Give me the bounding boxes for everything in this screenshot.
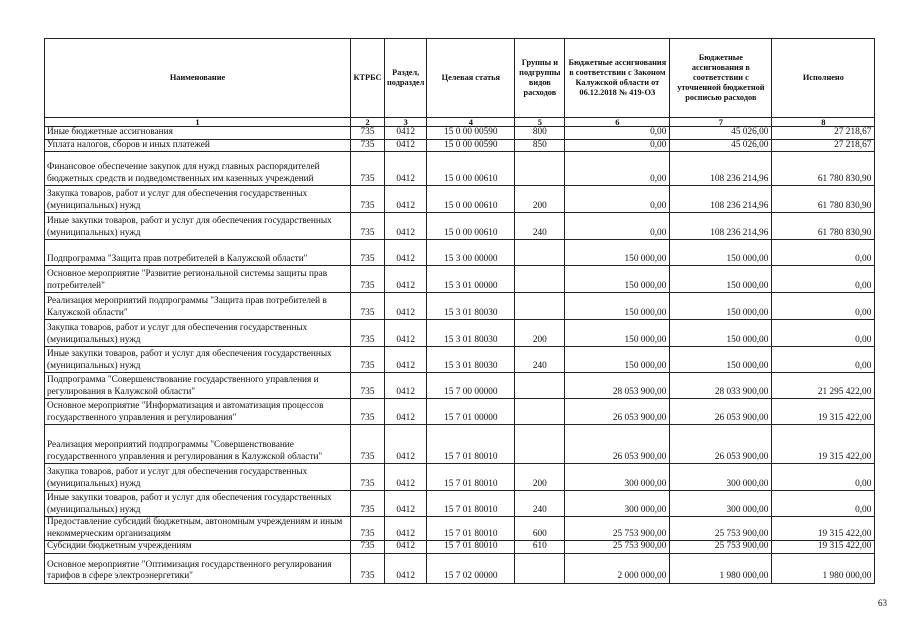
cell-target: 15 7 01 80010 xyxy=(427,491,515,517)
cell-target: 15 3 01 80030 xyxy=(427,320,515,347)
cell-ktrbs: 735 xyxy=(351,425,385,464)
cell-budget-law: 150 000,00 xyxy=(565,347,670,373)
header-name: Наименование xyxy=(45,39,351,118)
cell-target: 15 3 01 80030 xyxy=(427,293,515,320)
header-target: Целевая статья xyxy=(427,39,515,118)
cell-budget-law: 0,00 xyxy=(565,186,670,213)
cell-budget-spec: 108 236 214,96 xyxy=(670,213,772,240)
cell-ktrbs: 735 xyxy=(351,399,385,425)
cell-ktrbs: 735 xyxy=(351,541,385,554)
cell-section: 0412 xyxy=(385,541,427,554)
cell-budget-spec: 300 000,00 xyxy=(670,491,772,517)
cell-section: 0412 xyxy=(385,186,427,213)
cell-name: Финансовое обеспечение закупок для нужд главных распорядителей бюджетных средств и подведомственных им казенных учреждений xyxy=(45,152,351,186)
header-budget-law: Бюджетные ассигнования в соответствии с Законом Калужской области от 06.12.2018 № 419-ОЗ xyxy=(565,39,670,118)
cell-name: Подпрограмма "Совершенствование государственного управления и регулирования в Калужской области" xyxy=(45,373,351,399)
cell-target: 15 0 00 00590 xyxy=(427,127,515,140)
cell-section: 0412 xyxy=(385,553,427,583)
cell-group xyxy=(515,373,565,399)
table-row xyxy=(45,240,875,266)
table-row xyxy=(45,213,875,240)
cell-name: Иные закупки товаров, работ и услуг для обеспечения государственных (муниципальных) нужд xyxy=(45,491,351,517)
cell-budget-spec: 150 000,00 xyxy=(670,240,772,266)
cell-budget-law: 300 000,00 xyxy=(565,464,670,491)
cell-target: 15 0 00 00610 xyxy=(427,213,515,240)
cell-group: 200 xyxy=(515,320,565,347)
cell-executed: 61 780 830,90 xyxy=(772,213,875,240)
cell-group xyxy=(515,553,565,583)
table-row xyxy=(45,186,875,213)
cell-budget-law: 150 000,00 xyxy=(565,266,670,293)
cell-executed: 19 315 422,00 xyxy=(772,425,875,464)
table-row xyxy=(45,127,875,140)
cell-group xyxy=(515,152,565,186)
cell-executed: 0,00 xyxy=(772,347,875,373)
cell-target: 15 7 01 80010 xyxy=(427,517,515,541)
cell-section: 0412 xyxy=(385,320,427,347)
cell-budget-law: 0,00 xyxy=(565,139,670,152)
cell-section: 0412 xyxy=(385,491,427,517)
cell-group: 200 xyxy=(515,464,565,491)
cell-executed: 21 295 422,00 xyxy=(772,373,875,399)
cell-executed: 19 315 422,00 xyxy=(772,399,875,425)
column-number: 2 xyxy=(351,118,385,127)
column-number: 6 xyxy=(565,118,670,127)
cell-group xyxy=(515,399,565,425)
cell-name: Закупка товаров, работ и услуг для обеспечения государственных (муниципальных) нужд xyxy=(45,464,351,491)
cell-ktrbs: 735 xyxy=(351,240,385,266)
cell-budget-law: 0,00 xyxy=(565,152,670,186)
cell-ktrbs: 735 xyxy=(351,152,385,186)
cell-ktrbs: 735 xyxy=(351,491,385,517)
table-row xyxy=(45,425,875,464)
cell-budget-spec: 300 000,00 xyxy=(670,464,772,491)
cell-target: 15 0 00 00590 xyxy=(427,139,515,152)
cell-executed: 0,00 xyxy=(772,240,875,266)
column-number: 1 xyxy=(45,118,351,127)
cell-group xyxy=(515,293,565,320)
cell-budget-spec: 1 980 000,00 xyxy=(670,553,772,583)
cell-budget-law: 300 000,00 xyxy=(565,491,670,517)
cell-section: 0412 xyxy=(385,139,427,152)
cell-section: 0412 xyxy=(385,373,427,399)
cell-name: Иные бюджетные ассигнования xyxy=(45,127,351,140)
cell-budget-law: 0,00 xyxy=(565,213,670,240)
cell-budget-spec: 25 753 900,00 xyxy=(670,517,772,541)
cell-executed: 61 780 830,90 xyxy=(772,152,875,186)
cell-budget-spec: 26 053 900,00 xyxy=(670,399,772,425)
cell-target: 15 3 00 00000 xyxy=(427,240,515,266)
table-row xyxy=(45,293,875,320)
header-executed: Исполнено xyxy=(772,39,875,118)
cell-group xyxy=(515,266,565,293)
cell-group: 240 xyxy=(515,347,565,373)
table-row xyxy=(45,373,875,399)
cell-budget-spec: 150 000,00 xyxy=(670,320,772,347)
cell-group: 200 xyxy=(515,186,565,213)
cell-ktrbs: 735 xyxy=(351,553,385,583)
cell-section: 0412 xyxy=(385,399,427,425)
cell-name: Закупка товаров, работ и услуг для обеспечения государственных (муниципальных) нужд xyxy=(45,186,351,213)
cell-section: 0412 xyxy=(385,517,427,541)
table-row xyxy=(45,347,875,373)
cell-name: Основное мероприятие "Развитие региональной системы защиты прав потребителей" xyxy=(45,266,351,293)
cell-executed: 1 980 000,00 xyxy=(772,553,875,583)
cell-budget-law: 150 000,00 xyxy=(565,320,670,347)
cell-name: Реализация мероприятий подпрограммы "Защита прав потребителей в Калужской области" xyxy=(45,293,351,320)
cell-group: 850 xyxy=(515,139,565,152)
cell-group: 610 xyxy=(515,541,565,554)
table-row xyxy=(45,399,875,425)
header-budget-spec: Бюджетные ассигнования в соответствии с уточненной бюджетной росписью расходов xyxy=(670,39,772,118)
cell-ktrbs: 735 xyxy=(351,373,385,399)
cell-section: 0412 xyxy=(385,293,427,320)
table-row xyxy=(45,266,875,293)
cell-target: 15 7 00 00000 xyxy=(427,373,515,399)
cell-budget-spec: 45 026,00 xyxy=(670,127,772,140)
cell-section: 0412 xyxy=(385,464,427,491)
cell-name: Реализация мероприятий подпрограммы "Совершенствование государственного управления и регулирования в Калужской области" xyxy=(45,425,351,464)
cell-name: Иные закупки товаров, работ и услуг для обеспечения государственных (муниципальных) нужд xyxy=(45,347,351,373)
cell-target: 15 3 01 80030 xyxy=(427,347,515,373)
cell-target: 15 0 00 00610 xyxy=(427,152,515,186)
cell-target: 15 7 01 80010 xyxy=(427,425,515,464)
table-row xyxy=(45,517,875,541)
cell-group: 600 xyxy=(515,517,565,541)
cell-budget-law: 150 000,00 xyxy=(565,240,670,266)
cell-executed: 0,00 xyxy=(772,491,875,517)
cell-target: 15 7 01 00000 xyxy=(427,399,515,425)
cell-section: 0412 xyxy=(385,266,427,293)
table-row xyxy=(45,553,875,583)
table-row xyxy=(45,139,875,152)
cell-executed: 0,00 xyxy=(772,266,875,293)
cell-ktrbs: 735 xyxy=(351,213,385,240)
cell-ktrbs: 735 xyxy=(351,347,385,373)
cell-section: 0412 xyxy=(385,240,427,266)
cell-name: Иные закупки товаров, работ и услуг для обеспечения государственных (муниципальных) нужд xyxy=(45,213,351,240)
cell-target: 15 3 01 00000 xyxy=(427,266,515,293)
cell-section: 0412 xyxy=(385,127,427,140)
cell-name: Предоставление субсидий бюджетным, автономным учреждениям и иным некоммерческим организациям xyxy=(45,517,351,541)
cell-budget-law: 2 000 000,00 xyxy=(565,553,670,583)
page-number: 63 xyxy=(878,598,887,608)
cell-executed: 19 315 422,00 xyxy=(772,541,875,554)
column-number: 8 xyxy=(772,118,875,127)
cell-executed: 27 218,67 xyxy=(772,139,875,152)
cell-executed: 19 315 422,00 xyxy=(772,517,875,541)
cell-group: 240 xyxy=(515,213,565,240)
cell-executed: 27 218,67 xyxy=(772,127,875,140)
table-row xyxy=(45,541,875,554)
cell-ktrbs: 735 xyxy=(351,517,385,541)
cell-group: 240 xyxy=(515,491,565,517)
cell-budget-spec: 26 053 900,00 xyxy=(670,425,772,464)
cell-budget-law: 26 053 900,00 xyxy=(565,425,670,464)
cell-section: 0412 xyxy=(385,152,427,186)
column-number: 7 xyxy=(670,118,772,127)
header-ktrbs: КТРБС xyxy=(351,39,385,118)
cell-ktrbs: 735 xyxy=(351,186,385,213)
cell-budget-law: 25 753 900,00 xyxy=(565,541,670,554)
cell-budget-law: 28 053 900,00 xyxy=(565,373,670,399)
cell-budget-spec: 28 033 900,00 xyxy=(670,373,772,399)
cell-budget-law: 0,00 xyxy=(565,127,670,140)
cell-ktrbs: 735 xyxy=(351,293,385,320)
cell-budget-spec: 108 236 214,96 xyxy=(670,152,772,186)
header-section: Раздел, подраздел xyxy=(385,39,427,118)
table-row xyxy=(45,491,875,517)
cell-target: 15 0 00 00610 xyxy=(427,186,515,213)
cell-target: 15 7 01 80010 xyxy=(427,541,515,554)
cell-ktrbs: 735 xyxy=(351,320,385,347)
cell-budget-spec: 45 026,00 xyxy=(670,139,772,152)
cell-section: 0412 xyxy=(385,213,427,240)
column-number: 3 xyxy=(385,118,427,127)
cell-name: Основное мероприятие "Оптимизация государственного регулирования тарифов в сфере электроэнергетики" xyxy=(45,553,351,583)
cell-budget-spec: 150 000,00 xyxy=(670,347,772,373)
column-number: 5 xyxy=(515,118,565,127)
table-row xyxy=(45,464,875,491)
cell-ktrbs: 735 xyxy=(351,464,385,491)
cell-budget-law: 25 753 900,00 xyxy=(565,517,670,541)
cell-name: Основное мероприятие "Информатизация и автоматизация процессов государственного управления и регулирования" xyxy=(45,399,351,425)
cell-ktrbs: 735 xyxy=(351,127,385,140)
cell-executed: 0,00 xyxy=(772,320,875,347)
cell-name: Подпрограмма "Защита прав потребителей в Калужской области" xyxy=(45,240,351,266)
table-row xyxy=(45,152,875,186)
cell-section: 0412 xyxy=(385,425,427,464)
table-row xyxy=(45,320,875,347)
cell-group xyxy=(515,240,565,266)
cell-target: 15 7 01 80010 xyxy=(427,464,515,491)
cell-ktrbs: 735 xyxy=(351,266,385,293)
cell-budget-spec: 150 000,00 xyxy=(670,293,772,320)
budget-table xyxy=(44,38,875,584)
cell-ktrbs: 735 xyxy=(351,139,385,152)
column-number: 4 xyxy=(427,118,515,127)
cell-target: 15 7 02 00000 xyxy=(427,553,515,583)
cell-budget-spec: 108 236 214,96 xyxy=(670,186,772,213)
cell-budget-spec: 25 753 900,00 xyxy=(670,541,772,554)
cell-section: 0412 xyxy=(385,347,427,373)
cell-name: Субсидии бюджетным учреждениям xyxy=(45,541,351,554)
cell-executed: 0,00 xyxy=(772,464,875,491)
cell-group xyxy=(515,425,565,464)
header-groups: Группы и подгруппы видов расходов xyxy=(515,39,565,118)
cell-group: 800 xyxy=(515,127,565,140)
cell-executed: 0,00 xyxy=(772,293,875,320)
cell-name: Закупка товаров, работ и услуг для обеспечения государственных (муниципальных) нужд xyxy=(45,320,351,347)
cell-name: Уплата налогов, сборов и иных платежей xyxy=(45,139,351,152)
cell-budget-law: 150 000,00 xyxy=(565,293,670,320)
cell-budget-spec: 150 000,00 xyxy=(670,266,772,293)
cell-budget-law: 26 053 900,00 xyxy=(565,399,670,425)
cell-executed: 61 780 830,90 xyxy=(772,186,875,213)
